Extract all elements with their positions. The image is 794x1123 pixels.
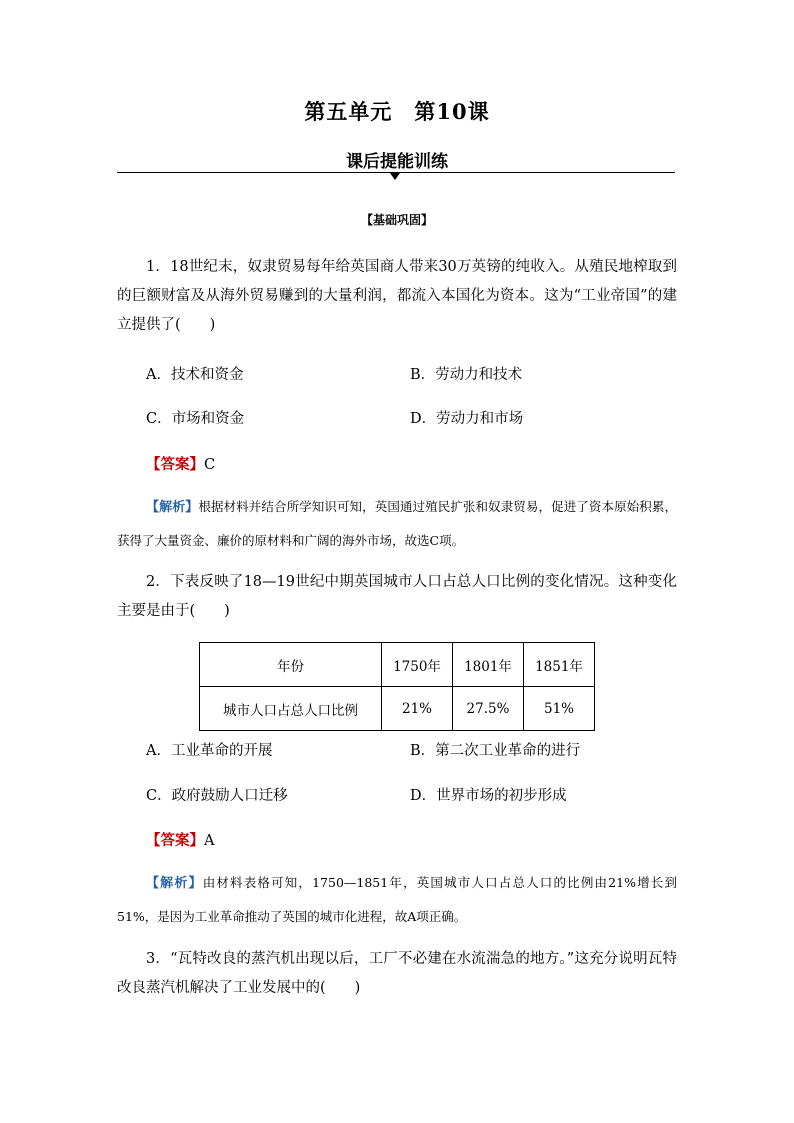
table-cell: 年份 bbox=[200, 643, 382, 687]
triangle-marker-icon bbox=[390, 173, 400, 180]
table-cell: 1851年 bbox=[524, 643, 595, 687]
question-2-option-c: C．政府鼓励人口迁移 bbox=[146, 788, 288, 804]
population-table bbox=[199, 642, 595, 731]
explanation-tag: 【解析】 bbox=[146, 500, 199, 515]
question-1-option-a: A．技术和资金 bbox=[146, 367, 244, 383]
question-1-stem: 1．18世纪末，奴隶贸易每年给英国商人带来30万英镑的纯收入。从殖民地榨取到的巨额财富及从海外贸易赚到的大量利润，都流入本国化为资本。这为“工业帝国”的建立提供了( ) bbox=[117, 259, 677, 333]
answer-value: A bbox=[204, 833, 215, 849]
table-row bbox=[200, 643, 595, 687]
section-label: 【基础巩固】 bbox=[360, 213, 433, 227]
table-cell: 51% bbox=[524, 687, 595, 731]
question-2-stem: 2．下表反映了18—19世纪中期英国城市人口占总人口比例的变化情况。这种变化主要是由于( ) bbox=[117, 574, 677, 619]
question-1-option-b: B．劳动力和技术 bbox=[410, 367, 523, 383]
question-1-option-c: C．市场和资金 bbox=[146, 411, 245, 427]
explanation-text: 由材料表格可知，1750—1851年，英国城市人口占总人口的比例由21%增长到51%，是因为工业革命推动了英国的城市化进程，故A项正确。 bbox=[117, 875, 677, 924]
question-1-explanation bbox=[117, 490, 677, 557]
question-2-explanation bbox=[117, 866, 677, 933]
question-3-stem: 3．“瓦特改良的蒸汽机出现以后，工厂不必建在水流湍急的地方。”这充分说明瓦特改良蒸汽机解决了工业发展中的( ) bbox=[117, 951, 677, 996]
question-1-option-d: D．劳动力和市场 bbox=[410, 411, 524, 427]
question-2-answer bbox=[146, 829, 214, 850]
page-title: 第五单元 第10课 bbox=[304, 99, 490, 124]
question-2-option-d: D．世界市场的初步形成 bbox=[410, 788, 567, 804]
table-cell: 1801年 bbox=[453, 643, 524, 687]
answer-tag: 【答案】 bbox=[146, 456, 204, 473]
table-cell: 27.5% bbox=[453, 687, 524, 731]
explanation-tag: 【解析】 bbox=[146, 876, 203, 891]
table-row bbox=[200, 687, 595, 731]
table-cell: 1750年 bbox=[382, 643, 453, 687]
question-2-option-b: B．第二次工业革命的进行 bbox=[410, 743, 581, 759]
explanation-text: 根据材料并结合所学知识可知，英国通过殖民扩张和奴隶贸易，促进了资本原始积累，获得了大量资金、廉价的原材料和广阔的海外市场，故选C项。 bbox=[117, 499, 677, 548]
page-subtitle: 课后提能训练 bbox=[346, 152, 448, 172]
question-2-option-a: A．工业革命的开展 bbox=[146, 743, 273, 759]
table-cell: 21% bbox=[382, 687, 453, 731]
question-1-answer bbox=[146, 453, 215, 474]
table-cell: 城市人口占总人口比例 bbox=[200, 687, 382, 731]
answer-value: C bbox=[204, 457, 216, 473]
answer-tag: 【答案】 bbox=[146, 832, 204, 849]
